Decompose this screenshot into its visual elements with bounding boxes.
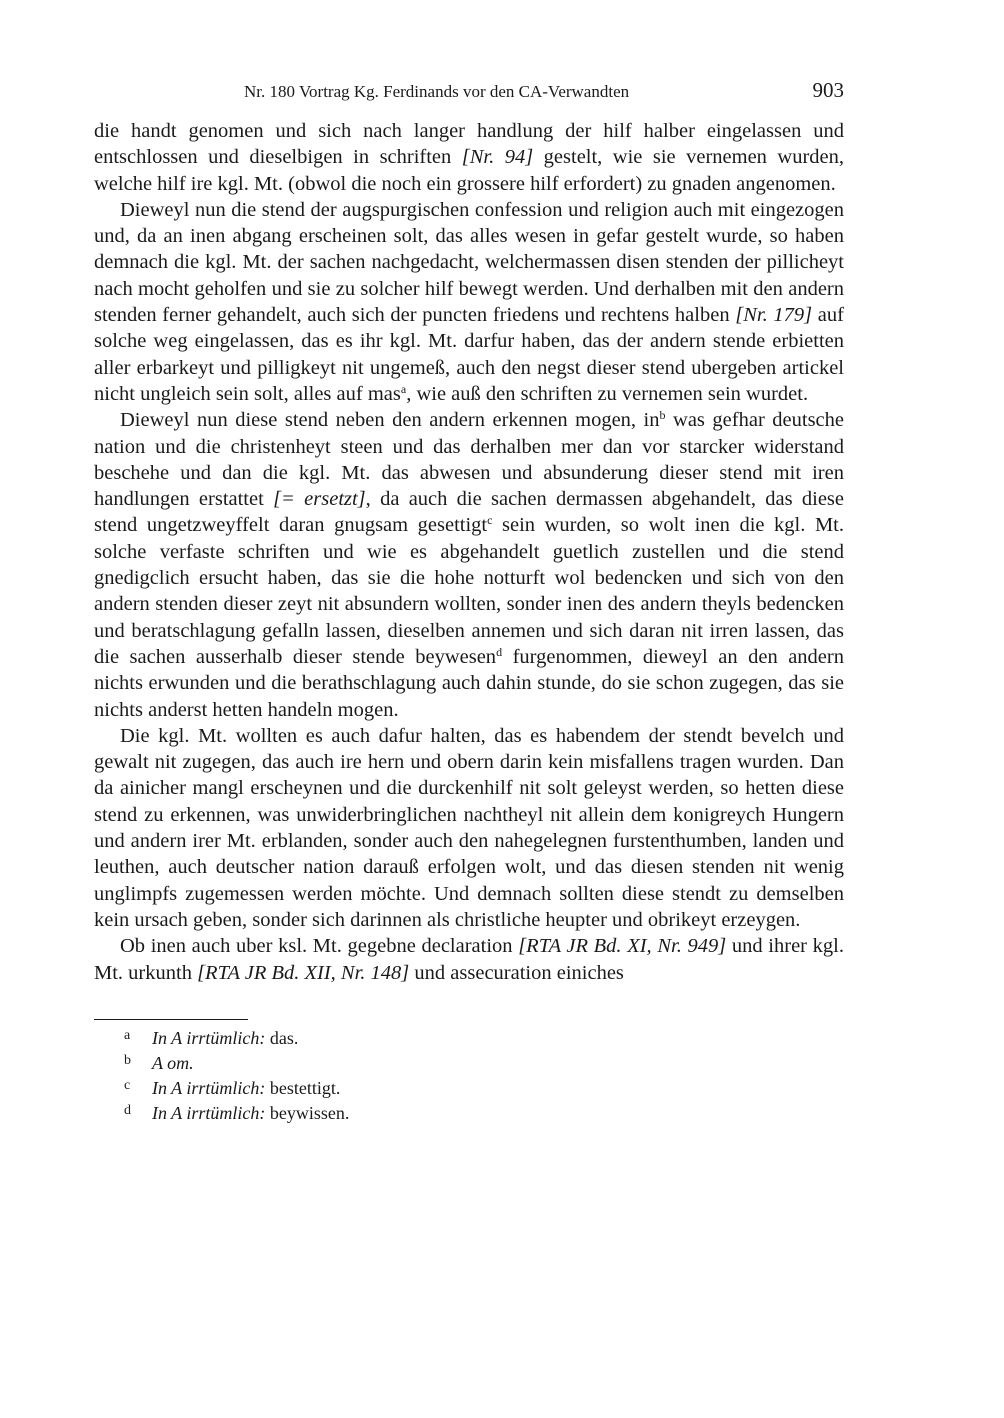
page-number: 903 bbox=[812, 78, 844, 102]
footnote-reference: c bbox=[487, 513, 493, 528]
cross-reference: [RTA JR Bd. XI, Nr. 949] bbox=[518, 935, 727, 958]
footnote-a bbox=[94, 1026, 844, 1051]
footnote-b bbox=[94, 1051, 844, 1076]
footnote-c bbox=[94, 1076, 844, 1101]
page bbox=[94, 78, 844, 1126]
body-text bbox=[94, 118, 844, 986]
text-run: und assecuration einiches bbox=[409, 961, 624, 984]
footnote-lead: A om. bbox=[152, 1052, 194, 1073]
footnote-d bbox=[94, 1101, 844, 1126]
paragraph-5 bbox=[94, 933, 844, 986]
footnote-mark: b bbox=[124, 1052, 131, 1068]
footnote-text: beywissen. bbox=[265, 1102, 350, 1123]
cross-reference: [Nr. 179] bbox=[735, 304, 813, 327]
paragraph-4 bbox=[94, 723, 844, 933]
text-run: Dieweyl nun diese stend neben den andern erkennen mogen, in bbox=[120, 409, 660, 432]
cross-reference: [RTA JR Bd. XII, Nr. 148] bbox=[197, 961, 410, 984]
footnote-text: das. bbox=[265, 1027, 299, 1048]
footnotes bbox=[94, 1026, 844, 1126]
footnote-text: bestettigt. bbox=[265, 1077, 341, 1098]
footnote-reference: d bbox=[496, 644, 503, 659]
footnote-mark: d bbox=[124, 1102, 131, 1118]
text-run: was gefhar deutsche nation und die christenheyt steen und das derhalben mer dan vor starcker widerstand beschehe und dan die kgl. Mt. das abwesen und absunderung dieser stend mit iren handlungen erstattet bbox=[94, 409, 845, 511]
cross-reference: [= ersetzt] bbox=[273, 488, 366, 511]
footnote-lead: In A irrtümlich: bbox=[152, 1077, 266, 1098]
cross-reference: [Nr. 94] bbox=[461, 146, 534, 169]
text-run: die handt genomen und sich nach langer handlung der hilf halber eingelassen und entschlossen und dieselbigen in schriften bbox=[94, 120, 844, 169]
footnote-reference: b bbox=[659, 408, 666, 423]
paragraph-2 bbox=[94, 197, 844, 407]
paragraph-3 bbox=[94, 407, 844, 723]
text-run: Die kgl. Mt. wollten es auch dafur halten, das es habendem der stendt bevelch und gewalt nit zugegen, das auch ire hern und obern darin kein misfallens tragen wurden. Dan da ainicher mangl erscheynen und die durckenhilf nit solt geleyst werden, so hetten diese stend zu erkennen, was unwiderbringlichen nachtheyl nit allein dem konigreych Hungern und andern irer Mt. erblanden, sonder auch den nahegelegnen furstenthumben, landen und leuthen, auch deutscher nation darauß erfolgen wolt, und das diesen stenden nit wenig unglimpfs zugemessen werden möchte. Und demnach sollten diese stendt zu demselben kein ursach geben, sonder sich darinnen als christliche heupter und obrikeyt erzeygen. bbox=[94, 724, 844, 931]
page-header bbox=[94, 78, 844, 110]
text-run: furgenommen, dieweyl an den andern nichts erwunden und die berathschlagung auch dahin stunde, do sie schon zugegen, das sie nichts anderst hetten handeln mogen. bbox=[94, 645, 844, 721]
text-run: Ob inen auch uber ksl. Mt. gegebne declaration bbox=[120, 935, 519, 958]
paragraph-1 bbox=[94, 118, 844, 197]
text-run: , da auch die sachen dermassen abgehandelt, das diese stend ungetzweyffelt daran gnugsam gesettigt bbox=[94, 488, 845, 537]
text-run: Dieweyl nun die stend der augspurgischen confession und religion auch mit eingezogen und, da an inen abgang erscheinen solt, das alles wesen in gefar gestelt wurde, so haben demnach die kgl. Mt. der sachen nachgedacht, welchermassen disen stenden der pillicheyt nach mocht geholfen und sie zu solcher hilf bewegt werden. Und derhalben mit den andern stenden ferner gehandelt, auch sich der puncten friedens und rechtens halben bbox=[94, 198, 844, 327]
text-run: gestelt, wie sie vernemen wurden, welche hilf ire kgl. Mt. (obwol die noch ein grossere hilf erfordert) zu gnaden angenomen. bbox=[94, 146, 844, 195]
footnote-reference: a bbox=[400, 381, 407, 396]
text-run: , wie auß den schriften zu vernemen sein wurdet. bbox=[406, 382, 809, 405]
text-run: und ihrer kgl. Mt. urkunth bbox=[94, 935, 844, 984]
footnote-lead: In A irrtümlich: bbox=[152, 1102, 266, 1123]
footnote-separator bbox=[94, 1019, 248, 1020]
footnote-mark: a bbox=[124, 1027, 131, 1043]
running-title: Nr. 180 Vortrag Kg. Ferdinands vor den CA-Verwandten bbox=[244, 82, 630, 101]
text-run: auf solche weg eingelassen, das es ihr kgl. Mt. darfur haben, das der andern stende erbietten aller erbarkeyt und pilligkeyt nit ungemeß, auch den negst dieser stend ubergeben artickel nicht ungleich sein solt, alles auf mas bbox=[94, 304, 844, 405]
footnote-mark: c bbox=[124, 1077, 131, 1093]
text-run: sein wurden, so wolt inen die kgl. Mt. solche verfaste schriften und wie es abgehandelt guetlich zustellen und die stend gnedigclich ersucht haben, das sie die hohe notturft wol bedencken und sich von den andern stenden dieser zeyt nit absundern wollten, sonder inen des andern theyls bedencken und beratschlagung gefalln lassen, dieselben annemen und sich daran nit irren lassen, das die sachen ausserhalb dieser stende beywesen bbox=[94, 514, 844, 668]
footnote-lead: In A irrtümlich: bbox=[152, 1027, 266, 1048]
